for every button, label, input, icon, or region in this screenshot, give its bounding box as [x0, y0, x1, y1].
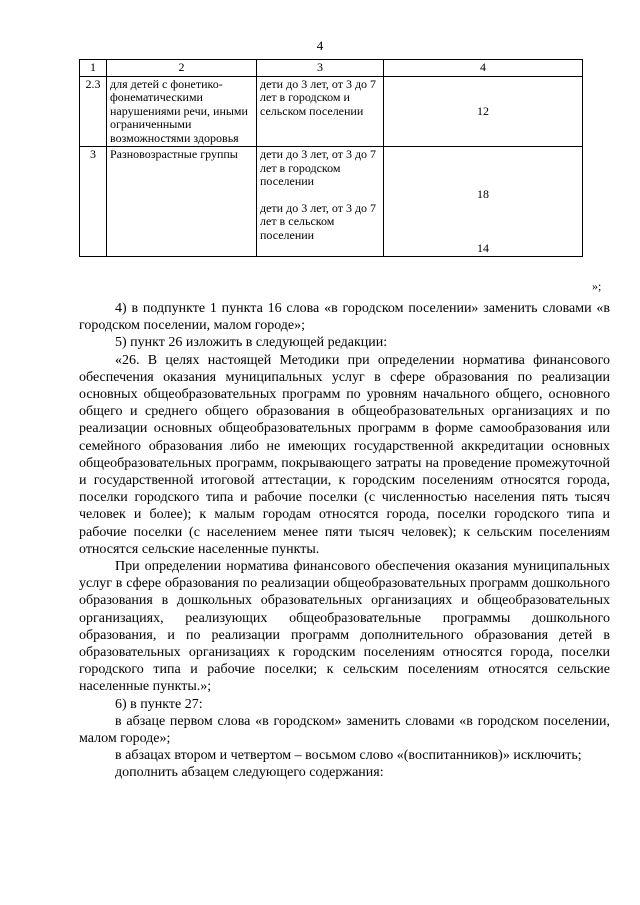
value-rural: 14 [477, 240, 489, 255]
age-urban: дети до 3 лет, от 3 до 7 лет в городском поселении [260, 147, 377, 188]
age-cell: дети до 3 лет, от 3 до 7 лет в городском и сельском поселении [257, 76, 384, 147]
table-row [80, 76, 583, 147]
table-row [80, 147, 583, 257]
value-cell [384, 147, 583, 257]
age-cell [257, 147, 384, 257]
paragraph: При определении норматива финансового обеспечения оказания муниципальных услуг в сфере образования по реализации общеобразовательных программ дошкольного образования в дошкольных образовательных организациях и общеобразовательных организациях, реализующих общеобразовательные программы дошкольного образования, и по реализации программ дополнительного образования детей в образовательных организациях к городским поселениям относятся города, поселки городского типа и рабочие поселки; к сельским поселениям относятся сельские населенные пункты.»; [79, 559, 610, 695]
paragraph: 6) в пункте 27: [115, 696, 203, 712]
header-cell: 2 [107, 60, 257, 77]
paragraph: 5) пункт 26 изложить в следующей редакции: [115, 335, 388, 351]
value-urban: 18 [477, 187, 489, 201]
age-rural: дети до 3 лет, от 3 до 7 лет в сельском поселении [260, 200, 377, 242]
closing-quote: »; [592, 279, 602, 293]
page-number: 4 [316, 38, 324, 53]
paragraph: в абзацах втором и четвертом – восьмом слово «(воспитанников)» исключить; [115, 748, 582, 764]
paragraph: дополнить абзацем следующего содержания: [115, 765, 384, 781]
header-cell: 3 [257, 60, 384, 77]
value-cell: 12 [384, 76, 583, 147]
paragraph: 4) в подпункте 1 пункта 16 слова «в городском поселении» заменить словами «в городском поселении, малом городе»; [79, 301, 610, 334]
paragraph: «26. В целях настоящей Методики при определении норматива финансового обеспечения оказания муниципальных услуг в сфере образования по реализации основных общеобразовательных программ по уровням начального общего, основного общего и среднего общего образования в общеобразовательных организациях и по реализации основных общеобразовательных программ в форме самообразования или семейного образования либо не имеющих государственной аккредитации основных общеобразовательных программ, покрывающего затраты на проведение промежуточной и государственной итоговой аттестации, к городским поселениям относятся города, поселки городского типа и рабочие поселки (с численностью населения пять тысяч человек и более); к малым городам относятся города, поселки городского типа и рабочие поселки (с населением менее пяти тысяч человек); к сельским поселениям относятся сельские населенные пункты. [79, 352, 610, 557]
document-body [79, 300, 610, 782]
group-cell: Разновозрастные группы [107, 147, 257, 257]
row-number: 2.3 [80, 76, 107, 147]
row-number: 3 [80, 147, 107, 257]
table-header-row [80, 60, 583, 77]
header-cell: 1 [80, 60, 107, 77]
norms-table [79, 59, 583, 257]
group-cell: для детей с фонетико-фонематическими нарушениями речи, иными ограниченными возможностями здоровья [107, 76, 257, 147]
header-cell: 4 [384, 60, 583, 77]
paragraph: в абзаце первом слова «в городском» заменить словами «в городском поселении, малом городе»; [79, 713, 610, 747]
